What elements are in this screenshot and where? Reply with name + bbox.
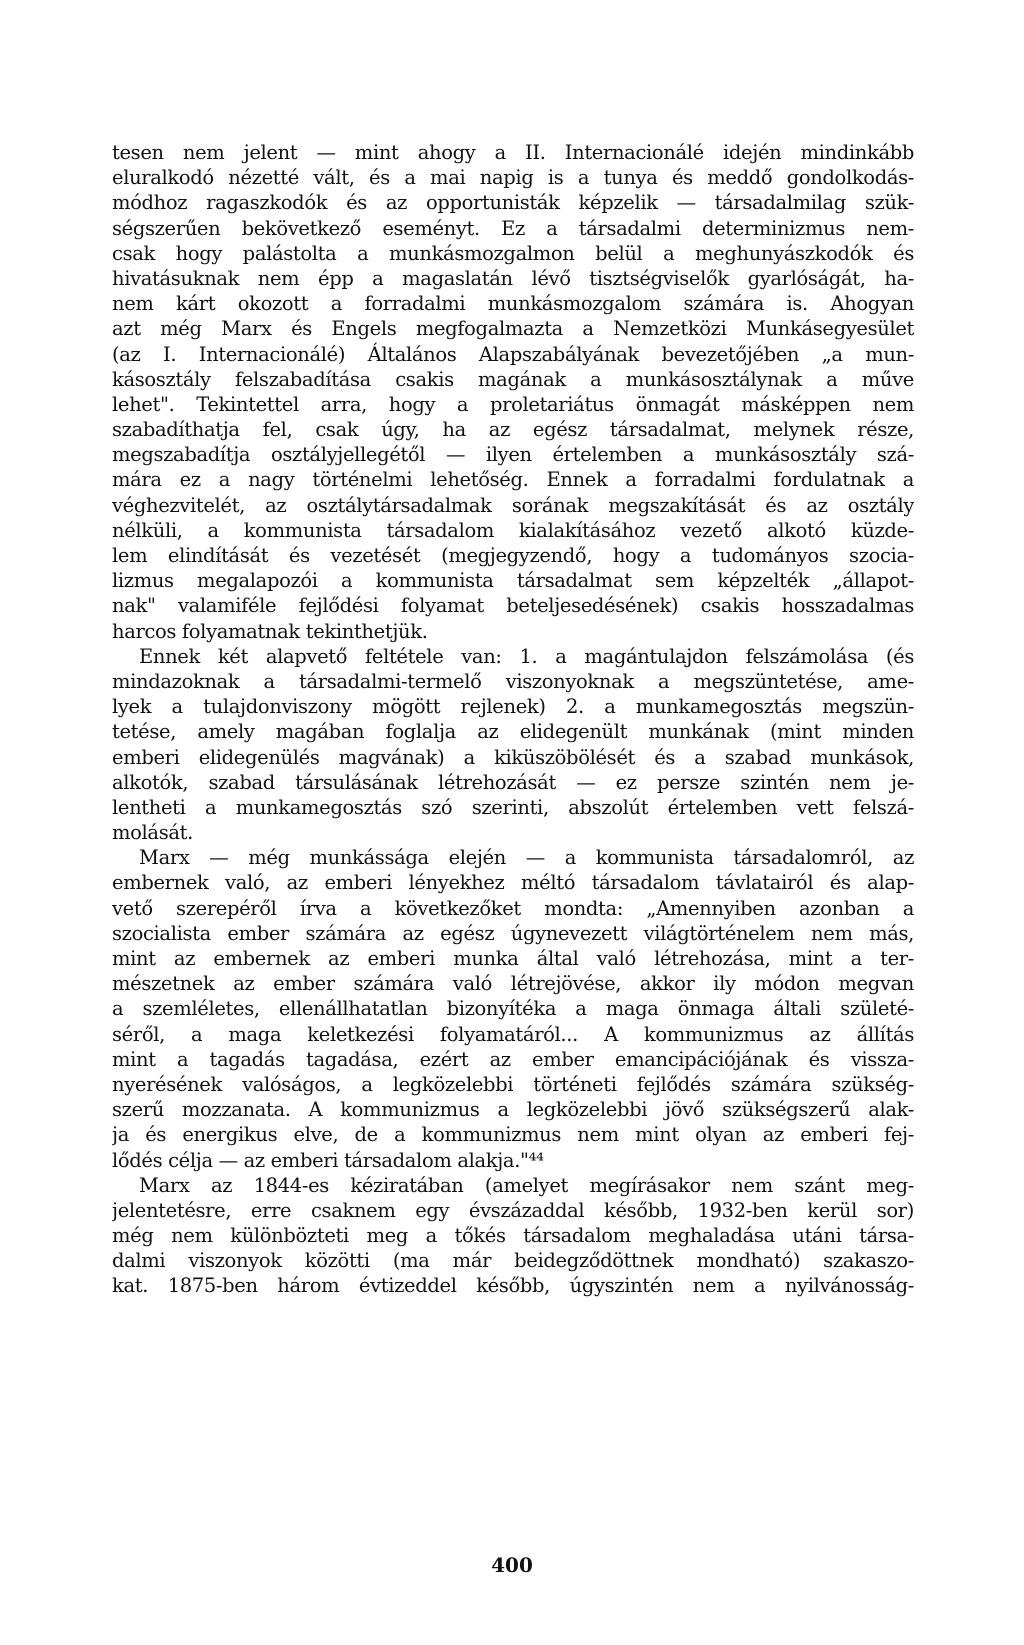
text-line: harcos folyamatnak tekinthetjük. [112,619,428,643]
text-line: megszabadítja osztályjellegétől — ilyen értelemben a munkásosztály szá- [112,443,914,467]
text-line: lyek a tulajdonviszony mögött rejlenek) 2. a munkamegosztás megszün- [112,695,914,719]
text-line: lem elindítását és vezetését (megjegyzendő, hogy a tudományos szocia- [112,544,914,567]
text-line: tesen nem jelent — mint ahogy a II. Internacionálé idején mindinkább [112,141,914,164]
text-line: dalmi viszonyok közötti (ma már beidegződöttnek mondható) szakaszo- [112,1249,914,1273]
text-line: azt még Marx és Engels megfogalmazta a Nemzetközi Munkásegyesület [112,317,914,341]
text-line: csak hogy palástolta a munkásmozgalmon belül a meghunyászkodók és [112,241,914,265]
text-line: mint az embernek az emberi munka által való létrehozása, mint a ter- [112,947,914,970]
text-line: hivatásuknak nem épp a magaslatán lévő tisztségviselők gyarlóságát, ha- [112,266,914,290]
text-line: alkotók, szabad társulásának létrehozását — ez persze szintén nem je- [112,770,914,794]
text-line: lődés célja — az emberi társadalom alakja."⁴⁴ [112,1148,544,1172]
text-line: kat. 1875-ben három évtizeddel később, úgyszintén nem a nyilvánosság- [112,1274,914,1298]
text-line: szabadíthatja fel, csak úgy, ha az egész társadalmat, melynek része, [112,418,914,442]
text-line: lentheti a munkamegosztás szó szerinti, abszolút értelemben vett felszá- [112,795,914,819]
text-line: Marx — még munkássága elején — a kommunista társadalomról, az [139,846,914,870]
text-line: a szemléletes, ellenállhatatlan bizonyítéka a maga önmaga általi születé- [112,997,914,1021]
text-line: lehet". Tekintettel arra, hogy a proletariátus önmagát másképpen nem [112,392,914,416]
text-line: emberi elidegenülés magvának) a kiküszöbölését és a szabad munkások, [112,745,914,769]
text-line: még nem különbözteti meg a tőkés társadalom meghaladása utáni társa- [112,1224,914,1248]
text-line: molását. [112,821,193,845]
text-body [112,140,914,1299]
text-line: lizmus megalapozói a kommunista társadalmat sem képzelték „állapot- [112,569,914,593]
text-line: séről, a maga keletkezési folyamatáról... A kommunizmus az állítás [112,1022,914,1046]
text-line: nyerésének valóságos, a legközelebbi történeti fejlődés számára szükség- [112,1072,914,1096]
text-line: jelentetésre, erre csaknem egy évszázaddal később, 1932-ben kerül sor) [112,1198,914,1222]
text-line: vető szerepéről írva a következőket mondta: „Amennyiben azonban a [112,896,914,920]
text-line: mészetnek az ember számára való létrejövése, akkor ily módon megvan [112,972,914,996]
text-line: ja és energikus elve, de a kommunizmus nem mint olyan az emberi fej- [112,1123,914,1147]
text-line: Marx az 1844-es kéziratában (amelyet megírásakor nem szánt meg- [139,1173,914,1197]
text-line: eluralkodó nézetté vált, és a mai napig is a tunya és meddő gondolkodás- [112,166,914,190]
text-line: szerű mozzanata. A kommunizmus a legközelebbi jövő szükségszerű alak- [112,1098,914,1122]
text-line: véghezvitelét, az osztálytársadalmak sorának megszakítását és az osztály [112,493,914,517]
text-line: mindazoknak a társadalmi-termelő viszonyoknak a megszüntetése, ame- [112,669,914,693]
page-number: 400 [491,1553,533,1577]
text-line: tetése, amely magában foglalja az elidegenült munkának (mint minden [112,720,914,744]
text-line: mára ez a nagy történelmi lehetőség. Ennek a forradalmi fordulatnak a [112,468,914,492]
text-line: ségszerűen bekövetkező eseményt. Ez a társadalmi determinizmus nem- [112,216,914,240]
text-line: mint a tagadás tagadása, ezért az ember emancipációjának és vissza- [112,1047,914,1071]
page-body [112,140,914,1299]
text-line: nem kárt okozott a forradalmi munkásmozgalom számára is. Ahogyan [112,292,914,316]
text-line: (az I. Internacionálé) Általános Alapszabályának bevezetőjében „a mun- [112,342,914,366]
text-line: szocialista ember számára az egész úgynevezett világtörténelem nem más, [112,921,914,945]
text-line: módhoz ragaszkodók és az opportunisták képzelik — társadalmilag szük- [112,191,914,215]
text-line: embernek való, az emberi lényekhez méltó társadalom távlatairól és alap- [112,871,914,895]
text-line: Ennek két alapvető feltétele van: 1. a magántulajdon felszámolása (és [139,644,914,668]
text-line: nélküli, a kommunista társadalom kialakításához vezető alkotó küzde- [112,518,914,542]
text-line: kásosztály felszabadítása csakis magának a munkásosztálynak a műve [112,367,914,391]
text-line: nak" valamiféle fejlődési folyamat beteljesedésének) csakis hosszadalmas [112,594,914,618]
